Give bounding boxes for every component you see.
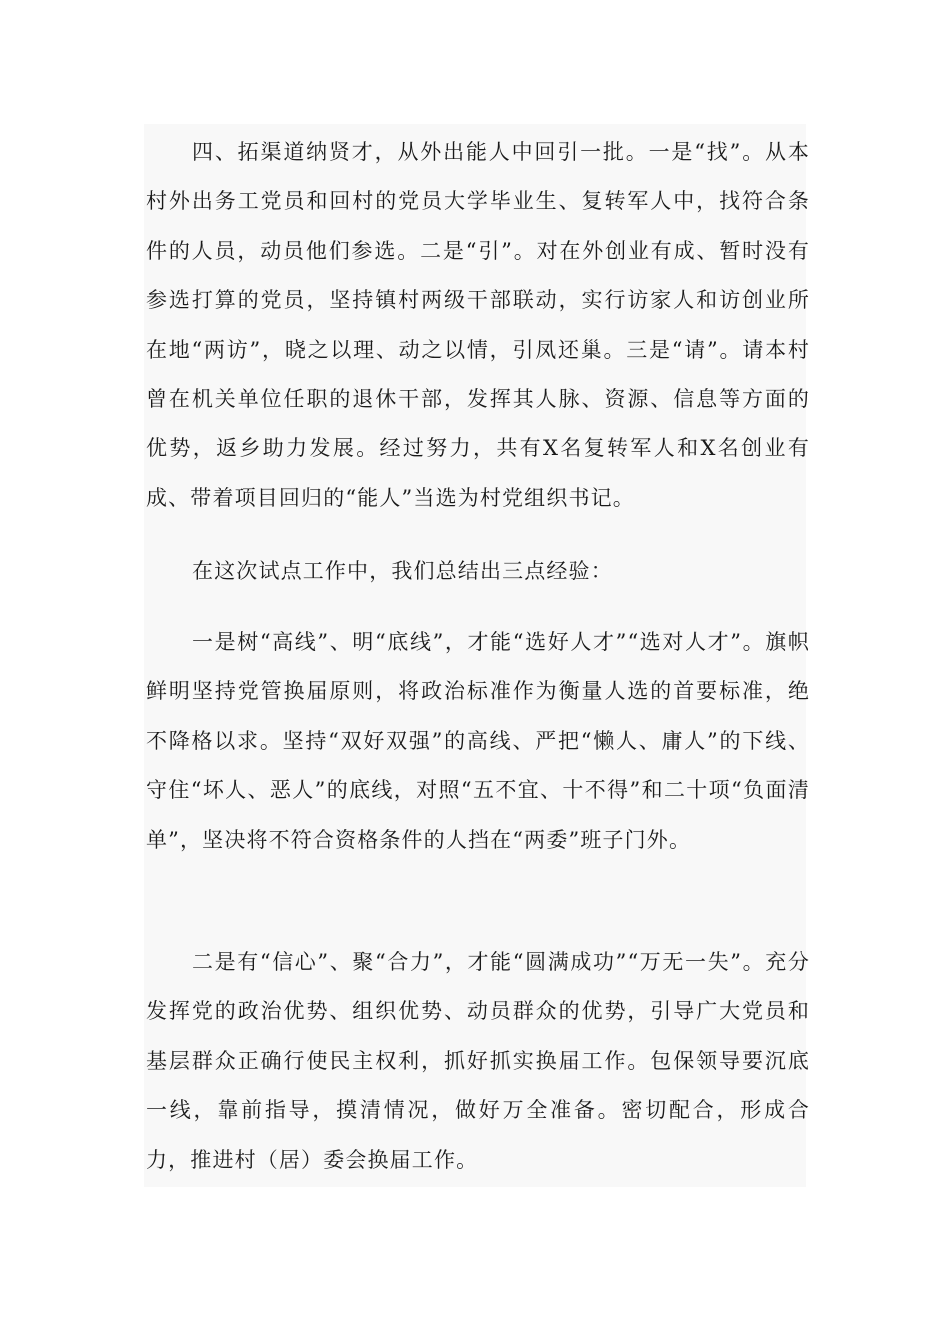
paragraph-talent-recruitment: 四、拓渠道纳贤才，从外出能人中回引一批。一是“找”。从本村外出务工党员和回村的党员大学毕业生、复转军人中，找符合条件的人员，动员他们参选。二是“引”。对在外创业有成、暂时没有参选打算的党员，坚持镇村两级干部联动，实行访家人和访创业所在地“两访”，晓之以理、动之以情，引凤还巢。三是“请”。请本村曾在机关单位任职的退休干部，发挥其人脉、资源、信息等方面的优势，返乡助力发展。经过努力，共有X名复转军人和X名创业有成、带着项目回归的“能人”当选为村党组织书记。: [146, 140, 810, 510]
paragraph-experience-two: 二是有“信心”、聚“合力”，才能“圆满成功”“万无一失”。充分发挥党的政治优势、组织优势、动员群众的优势，引导广大党员和基层群众正确行使民主权利，抓好抓实换届工作。包保领导要沉底一线，靠前指导，摸清情况，做好万全准备。密切配合，形成合力，推进村（居）委会换届工作。: [146, 950, 810, 1172]
paragraph-experience-one: 一是树“高线”、明“底线”，才能“选好人才”“选对人才”。旗帜鲜明坚持党管换届原则，将政治标准作为衡量人选的首要标准，绝不降格以求。坚持“双好双强”的高线、严把“懒人、庸人”的下线、守住“坏人、恶人”的底线，对照“五不宜、十不得”和二十项“负面清单”，坚决将不符合资格条件的人挡在“两委”班子门外。: [146, 630, 810, 852]
paragraph-experience-intro: 在这次试点工作中，我们总结出三点经验：: [192, 559, 613, 583]
